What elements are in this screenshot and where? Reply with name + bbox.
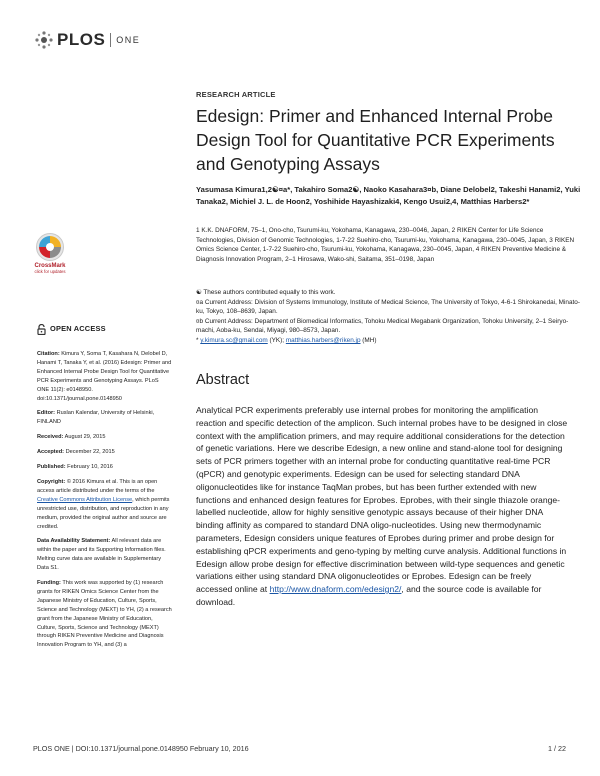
data-availability-heading: Data Availability Statement: [37,538,111,545]
current-address-b: ¤b Current Address: Department of Biomedical Informatics, Tohoku Medical Megabank Organization, Tohoku University, 2–1 Seiryo-machi, Aoba-ku, Sendai, Miyagi, 980–8573, Japan. [196,317,569,335]
journal-header [34,26,140,54]
article-title: Edesign: Primer and Enhanced Internal Probe Design Tool for Quantitative PCR Experiments and Genotyping Assays [196,106,555,174]
crossmark-icon [35,232,65,262]
current-address-a: ¤a Current Address: Division of Systems Immunology, Institute of Medical Science, The University of Tokyo, 4-6-1 Shirokanedai, Minato-ku, Tokyo, 108–8639, Japan. [196,298,580,316]
cc-license-link[interactable]: Creative Commons Attribution License [37,496,133,503]
affiliations: 1 K.K. DNAFORM, 75–1, Ono-cho, Tsurumi-ku, Yokohama, Kanagawa, 230–0046, Japan, 2 RIKEN Center for Life Science Technologies, Division of Genomic Technologies, 1-7-22 Suehiro-cho, Tsurumi-ku, Yokohama, Kanagawa, 230–0045, Japan, 3 RIKEN Omics Science Center, 1-7-22 Suehiro-cho, Tsurumi-ku, Yokohama, Kanagawa, 230–0045, Japan, 4 RIKEN Preventive Medicine & Diagnosis Innovation Program, 2–1 Hirosawa, Wako-shi, Saitama, 351–0198, Japan [196,227,575,263]
received-heading: Received: [37,434,64,441]
open-lock-icon [37,324,46,335]
data-availability-text: All relevant data are within the paper and its Supporting Information files. Melting curve data are available in Supplementary Data S1. [37,538,166,572]
abstract-body [196,404,568,609]
author-notes [196,288,581,346]
edesign-url-link[interactable]: http://www.dnaform.com/edesign2/ [269,584,402,595]
crossmark-badge[interactable] [32,232,68,274]
email-suffix-1: (YK); [267,336,286,344]
email-suffix-2: (MH) [360,336,377,344]
published-heading: Published: [37,464,66,471]
data-availability-block [37,537,172,573]
email-prefix: * [196,336,201,344]
open-access-label: OPEN ACCESS [50,324,106,334]
published-date: February 10, 2016 [65,464,113,471]
accepted-heading: Accepted: [37,449,65,456]
page-number: 1 / 22 [548,744,566,753]
email-link-harbers[interactable]: matthias.harbers@riken.jp [285,336,361,344]
published-block [37,463,172,472]
received-block [37,433,172,442]
editor-block [37,409,172,427]
funding-heading: Funding: [37,580,61,587]
plos-logo-icon [34,30,54,50]
corresponding-emails [196,336,581,346]
equal-contribution-note: ☯ These authors contributed equally to this work. [196,289,336,296]
abstract-heading: Abstract [196,372,250,388]
article-type: RESEARCH ARTICLE [196,90,276,99]
citation-heading: Citation: [37,351,60,357]
funding-text: This work was supported by (1) research grants for RIKEN Omics Science Center from the Japanese Ministry of Education, Culture, Sports, Science and Technology (MEXT) to YH, (2) a research grant from the Japanese Ministry of Education, Culture, Sports, Science and Technology (MEXT) through RIKEN Preventive Medicine and Diagnosis Innovation Program to YH, and (3) a [37,580,172,649]
page-footer: PLOS ONE | DOI:10.1371/journal.pone.0148950 February 10, 2016 [33,744,249,753]
abstract-text-end: , and the source code is available for download. [196,584,542,607]
copyright-block [37,478,172,531]
journal-name: ONE [116,35,141,45]
accepted-block [37,448,172,457]
crossmark-sublabel: click for updates [34,269,66,274]
author-list: Yasumasa Kimura1,2☯¤a*, Takahiro Soma2☯, Naoko Kasahara3¤b, Diane Delobel2, Takeshi Hanami2, Yuki Tanaka2, Michiel J. L. de Hoon2, Yoshihide Hayashizaki4, Kengo Usui2,4, Matthias Harbers2* [196,185,581,206]
email-link-kimura[interactable]: y.kimura.sc@gmail.com [200,336,268,344]
citation-text: Kimura Y, Soma T, Kasahara N, Delobel D, Hanami T, Tanaka Y, et al. (2016) Edesign: Primer and Enhanced Internal Probe Design Tool for Quantitative PCR Experiments and Genotyping Assays. PLoS ONE 11(2): e0148950. doi:10.1371/journal.pone.0148950 [37,351,172,402]
editor-text: Ruslan Kalendar, University of Helsinki, FINLAND [37,410,155,426]
copyright-heading: Copyright: [37,478,66,485]
funding-block [37,579,172,650]
citation-block [37,350,172,403]
article-sidebar [37,324,172,656]
crossmark-label: CrossMark [34,263,66,269]
logo-divider [110,33,111,47]
received-date: August 29, 2015 [63,434,106,441]
accepted-date: December 22, 2015 [64,449,115,456]
open-access-badge [37,324,172,335]
copyright-text: © 2016 Kimura et al. This is an open access article distributed under the terms of the [37,478,158,494]
brand-name: PLOS [57,30,106,49]
copyright-text-end: , which permits unrestricted use, distribution, and reproduction in any medium, provided the original author and source are credited. [37,496,170,530]
editor-heading: Editor: [37,410,56,417]
abstract-text: Analytical PCR experiments preferably use internal probes for monitoring the amplification reaction and specific detection of the amplicon. Such internal probes have to be designed in close context with the amplification primers, and may require additional considerations for the detection of genetic variations. Here we describe Edesign, a new online and stand-alone tool for designing sets of PCR primers together with an internal probe for conducting quantitative real-time PCR (qPCR) and genotypic experiments. Edesign can be used for selecting standard DNA oligonucleotides like for instance TaqMan probes, but has been further extended with new functions and enhanced design features for Eprobes. Eprobes, with their single thiazole orange-labelled nucleotide, allow for highly sensitive genotypic assays because of their higher DNA binding affinity as compared to standard DNA oligo-nucleotides. Using new thermodynamic parameters, Edesign considers unique features of Eprobes during primer and probe design for establishing qPCR experiments and geno-typing by melting curve analysis. Additional functions in Edesign allow probe design for effective discrimination between wild-type sequences and genetic variations either using standard DNA oligonucleotides or Eprobes. Edesign can be freely accessed online at [196,405,568,595]
